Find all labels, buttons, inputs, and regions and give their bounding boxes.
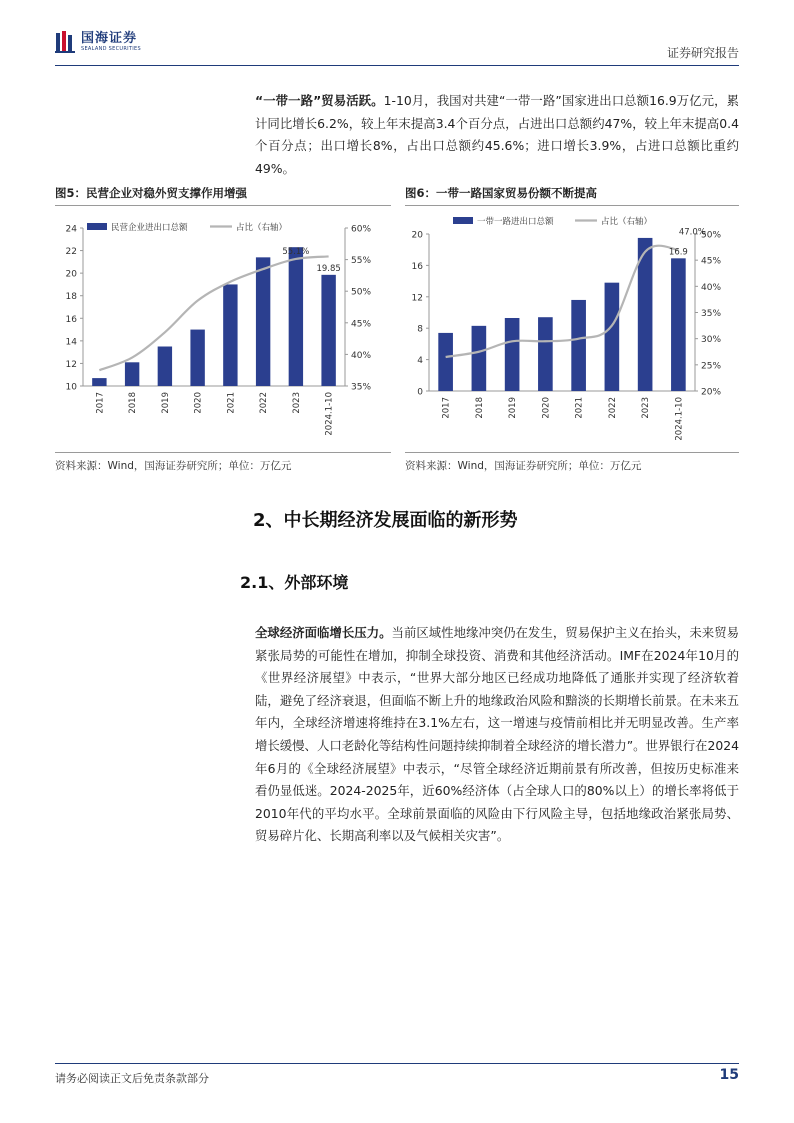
bar	[538, 317, 553, 391]
x-tick-label: 2021	[574, 397, 585, 419]
bar	[438, 333, 453, 391]
bar	[505, 318, 520, 391]
legend-line-label: 占比（右轴）	[601, 217, 653, 227]
y2-tick-label: 50%	[701, 230, 722, 241]
figure-5-title: 图5：民营企业对稳外贸支撑作用增强	[55, 186, 247, 200]
x-tick-label: 2020	[193, 392, 204, 414]
figure-6-top-rule	[405, 205, 739, 206]
figure-6-title: 图6：一带一路国家贸易份额不断提高	[405, 186, 597, 200]
y-tick-label: 22	[65, 247, 77, 258]
intro-paragraph	[255, 90, 739, 180]
y-tick-label: 8	[417, 324, 423, 335]
y2-tick-label: 45%	[351, 319, 372, 330]
y-tick-label: 24	[65, 224, 77, 235]
bar	[256, 257, 270, 386]
y-tick-label: 14	[65, 337, 77, 348]
x-tick-label: 2017	[441, 397, 452, 419]
bar	[472, 326, 487, 391]
line-data-label: 47.0%	[678, 227, 706, 238]
figure-6-bottom-rule	[405, 452, 739, 453]
x-tick-label: 2017	[95, 392, 106, 414]
footer-disclaimer: 请务必阅读正文后免责条款部分	[55, 1072, 209, 1085]
y2-tick-label: 35%	[351, 382, 372, 393]
company-logo	[55, 30, 141, 54]
y2-tick-label: 50%	[351, 287, 372, 298]
y2-tick-label: 30%	[701, 335, 722, 346]
bar	[158, 347, 172, 387]
logo-name-en: SEALAND SECURITIES	[81, 45, 141, 52]
x-tick-label: 2021	[226, 392, 237, 414]
bar	[571, 300, 586, 391]
intro-lead: “一带一路”贸易活跃。	[255, 93, 384, 108]
y-tick-label: 12	[411, 293, 423, 304]
bar	[190, 330, 204, 386]
y-tick-label: 20	[411, 230, 423, 241]
y2-tick-label: 40%	[351, 350, 372, 361]
y2-tick-label: 25%	[701, 361, 722, 372]
y-tick-label: 0	[417, 387, 423, 398]
x-tick-label: 2019	[160, 392, 171, 414]
y-tick-label: 4	[417, 356, 423, 367]
y-tick-label: 16	[65, 314, 77, 325]
sealand-logo-icon	[55, 30, 77, 54]
figure-6-chart	[405, 208, 739, 450]
bar	[125, 362, 139, 386]
body-paragraph	[255, 622, 739, 848]
bar	[289, 247, 303, 386]
y2-tick-label: 20%	[701, 387, 722, 398]
y-tick-label: 16	[411, 261, 423, 272]
y-tick-label: 20	[65, 269, 77, 280]
y2-tick-label: 60%	[351, 224, 372, 235]
intro-text: 1-10月，我国对共建“一带一路”国家进出口总额16.9万亿元，累计同比增长6.2%，较上年末提高3.4个百分点，占进出口总额约47%，较上年末提高0.4个百分点；出口增长8%，占出口总额约45.6%；进口增长3.9%，占进口总额比重约49%。	[255, 93, 739, 176]
y-tick-label: 12	[65, 359, 77, 370]
y2-tick-label: 40%	[701, 282, 722, 293]
y-tick-label: 10	[65, 382, 77, 393]
y2-tick-label: 45%	[701, 256, 722, 267]
legend-bar-swatch	[453, 217, 473, 224]
legend-bar-swatch	[87, 223, 107, 230]
x-tick-label: 2018	[128, 392, 139, 414]
bar	[92, 378, 106, 386]
bar	[671, 258, 686, 391]
bar-data-label: 16.9	[668, 247, 688, 258]
figure-5-top-rule	[55, 205, 391, 206]
figure-6-source: 资料来源：Wind，国海证券研究所；单位：万亿元	[405, 460, 642, 472]
bar	[223, 284, 237, 386]
x-tick-label: 2022	[259, 392, 270, 414]
x-tick-label: 2023	[641, 397, 652, 419]
figure-5-source: 资料来源：Wind，国海证券研究所；单位：万亿元	[55, 460, 292, 472]
y2-tick-label: 35%	[701, 309, 722, 319]
logo-name-cn: 国海证券	[81, 30, 138, 46]
doc-type-label: 证券研究报告	[666, 46, 739, 60]
x-tick-label: 2018	[474, 397, 485, 419]
figure-5-bottom-rule	[55, 452, 391, 453]
subsection-heading: 2.1、外部环境	[240, 573, 349, 592]
x-tick-label: 2022	[607, 397, 618, 419]
page-number: 15	[719, 1067, 739, 1083]
bar	[321, 275, 335, 386]
x-tick-label: 2019	[508, 397, 519, 419]
x-tick-label: 2024.1-10	[324, 392, 335, 436]
figure-5-chart	[55, 208, 391, 450]
section-heading: 2、中长期经济发展面临的新形势	[253, 510, 518, 531]
bar	[605, 283, 620, 391]
legend-line-label: 占比（右轴）	[236, 223, 288, 233]
x-tick-label: 2023	[291, 392, 302, 414]
y-tick-label: 18	[65, 292, 77, 303]
body-text: 当前区域性地缘冲突仍在发生，贸易保护主义在抬头，未来贸易紧张局势的可能性在增加，抑制全球投资、消费和其他经济活动。IMF在2024年10月的《世界经济展望》中表示，“世界大部分地区已经成功地降低了通胀并实现了经济软着陆，避免了经济衰退，但面临不断上升的地缘政治风险和黯淡的长期增长前景。在未来五年内，全球经济增速将维持在3.1%左右，这一增速与疫情前相比并无明显改善。生产率增长缓慢、人口老龄化等结构性问题持续抑制着全球经济的增长潜力”。世界银行在2024年6月的《全球经济展望》中表示，“尽管全球经济近期前景有所改善，但按历史标准来看仍显低迷。2024-2025年，近60%经济体（占全球人口的80%以上）的增长率将低于2010年代的平均水平。全球前景面临的风险由下行风险主导，包括地缘政治紧张局势、贸易碎片化、长期高利率以及气候相关灾害”。	[255, 625, 740, 844]
bar-data-label: 19.85	[316, 263, 341, 274]
line-data-label: 55.1%	[282, 246, 310, 257]
y2-tick-label: 55%	[351, 256, 372, 267]
footer-divider	[55, 1063, 739, 1064]
legend-bar-label: 民营企业进出口总额	[111, 223, 188, 233]
page-header	[55, 28, 739, 62]
x-tick-label: 2024.1-10	[674, 397, 685, 441]
legend-bar-label: 一带一路进出口总额	[477, 217, 554, 227]
body-lead: 全球经济面临增长压力。	[255, 625, 392, 640]
x-tick-label: 2020	[541, 397, 552, 419]
header-divider	[55, 65, 739, 66]
